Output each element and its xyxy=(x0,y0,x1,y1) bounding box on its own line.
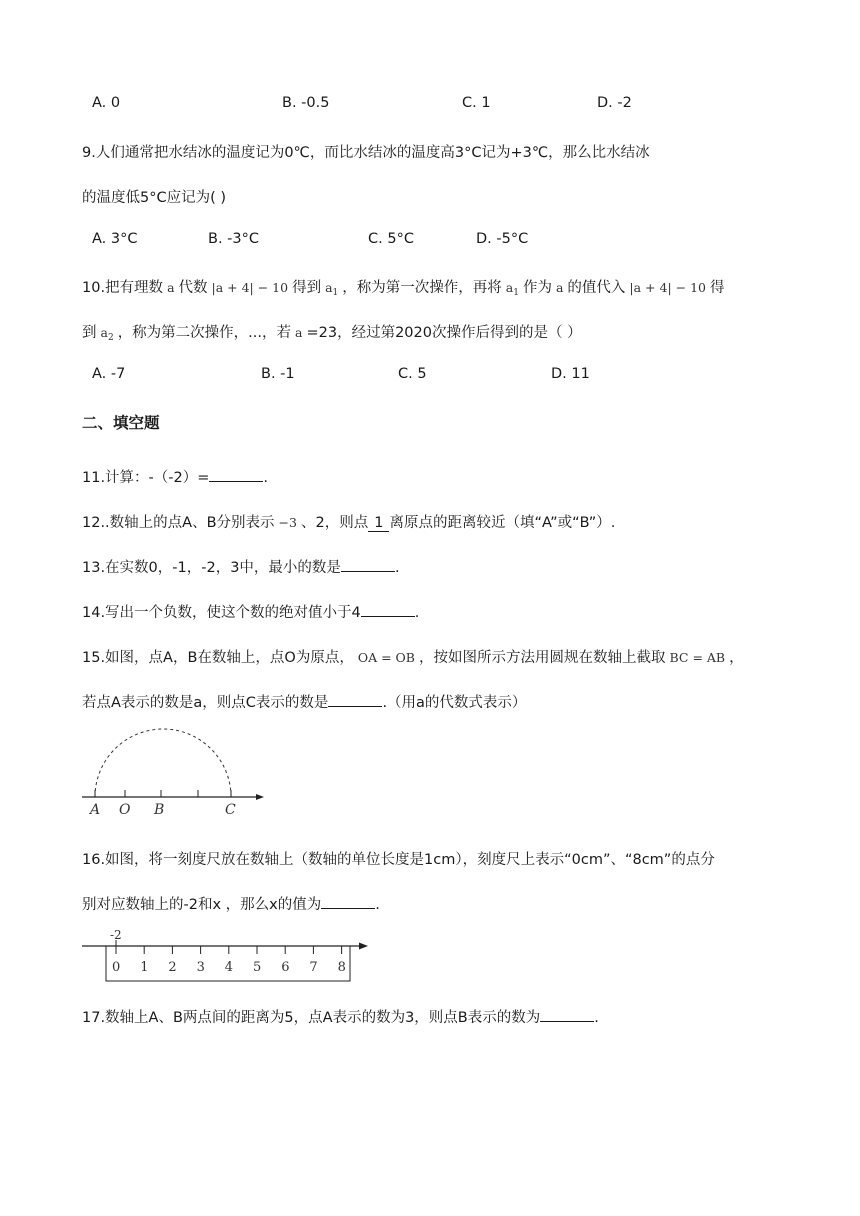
ruler-tick-label: 5 xyxy=(253,960,262,975)
q14-line: 14.写出一个负数，使这个数的绝对值小于4 . xyxy=(82,601,419,622)
ruler-tick-label: 6 xyxy=(281,960,290,975)
q16-line2: 别对应数轴上的-2和x ，那么x的值为 . xyxy=(82,893,380,914)
axis-arrow xyxy=(359,943,368,950)
q13-blank[interactable] xyxy=(341,557,395,572)
point-label-c: C xyxy=(225,802,236,818)
ruler-tick-label: 3 xyxy=(196,960,205,975)
q16-blank[interactable] xyxy=(321,894,375,909)
q10-option-b: B. -1 xyxy=(261,366,295,382)
point-label-a: A xyxy=(90,802,101,818)
q15-line1: 15.如图，点A，B在数轴上，点O为原点， OA = OB ，按如图所示方法用圆规在数轴上截取 BC = AB ， xyxy=(82,650,744,666)
q9-option-d: D. -5°C xyxy=(476,231,529,247)
axis-label-minus2: -2 xyxy=(110,928,122,942)
ruler-tick-label: 7 xyxy=(309,960,318,975)
compass-arc xyxy=(95,729,231,797)
q10-option-c: C. 5 xyxy=(398,366,427,382)
q10-line2: 到 $a_2$ ，称为第二次操作，...，若 a =23，经过第2020次操作后得到的是（ ） xyxy=(82,325,582,343)
q14-blank[interactable] xyxy=(361,602,415,617)
q8-option-b: B. -0.5 xyxy=(282,95,330,111)
ruler-ticks xyxy=(112,946,346,975)
q16-line1: 16.如图，将一刻度尺放在数轴上（数轴的单位长度是1cm），刻度尺上表示“0cm”、“8cm”的点分 xyxy=(82,852,715,868)
ruler-tick-label: 0 xyxy=(112,960,121,975)
q10-option-a: A. -7 xyxy=(92,366,126,382)
q16-figure xyxy=(78,926,378,986)
q11-blank[interactable] xyxy=(209,467,263,482)
q11-line: 11.计算：-（-2）= . xyxy=(82,466,268,487)
q8-option-a: A. 0 xyxy=(92,95,121,111)
q15-blank[interactable] xyxy=(328,692,382,707)
q17-line: 17.数轴上A、B两点间的距离为5，点A表示的数为3，则点B表示的数为 . xyxy=(82,1006,599,1027)
q8-option-c: C. 1 xyxy=(462,95,491,111)
q17-blank[interactable] xyxy=(540,1007,594,1022)
ruler-tick-label: 1 xyxy=(140,960,149,975)
q10-option-d: D. 11 xyxy=(551,366,590,382)
point-label-b: B xyxy=(154,802,165,818)
q15-line2: 若点A表示的数是a，则点C表示的数是 .（用a的代数式表示） xyxy=(82,691,526,712)
section-title: 二、填空题 xyxy=(82,414,160,432)
q8-option-d: D. -2 xyxy=(597,95,632,111)
q9-option-a: A. 3°C xyxy=(92,231,138,247)
ruler-tick-label: 4 xyxy=(224,960,234,975)
q9-line2: 的温度低5°C应记为( ) xyxy=(82,190,227,206)
axis-arrow xyxy=(256,794,264,800)
q9-option-c: C. 5°C xyxy=(368,231,414,247)
ruler-tick-label: 8 xyxy=(337,960,346,975)
point-label-o: O xyxy=(119,802,131,818)
q15-figure xyxy=(78,724,278,824)
q12-answer: 1 xyxy=(368,515,389,532)
q13-line: 13.在实数0，-1，-2，3中，最小的数是 . xyxy=(82,556,400,577)
q10-line1: 10.把有理数 a 代数 |a + 4| − 10 得到 $a_1$ ，称为第一次操作，再将 $a_1$ 作为 a 的值代入 |a + 4| − 10 得 xyxy=(82,280,725,298)
q12-line: 12..数轴上的点A、B分别表示 −3 、2，则点 1 离原点的距离较近（填“A”或“B”）. xyxy=(82,515,616,531)
ruler-tick-label: 2 xyxy=(168,960,177,975)
q9-line1: 9.人们通常把水结冰的温度记为0℃，而比水结冰的温度高3°C记为+3℃，那么比水结冰 xyxy=(82,145,650,161)
q9-option-b: B. -3°C xyxy=(208,231,259,247)
